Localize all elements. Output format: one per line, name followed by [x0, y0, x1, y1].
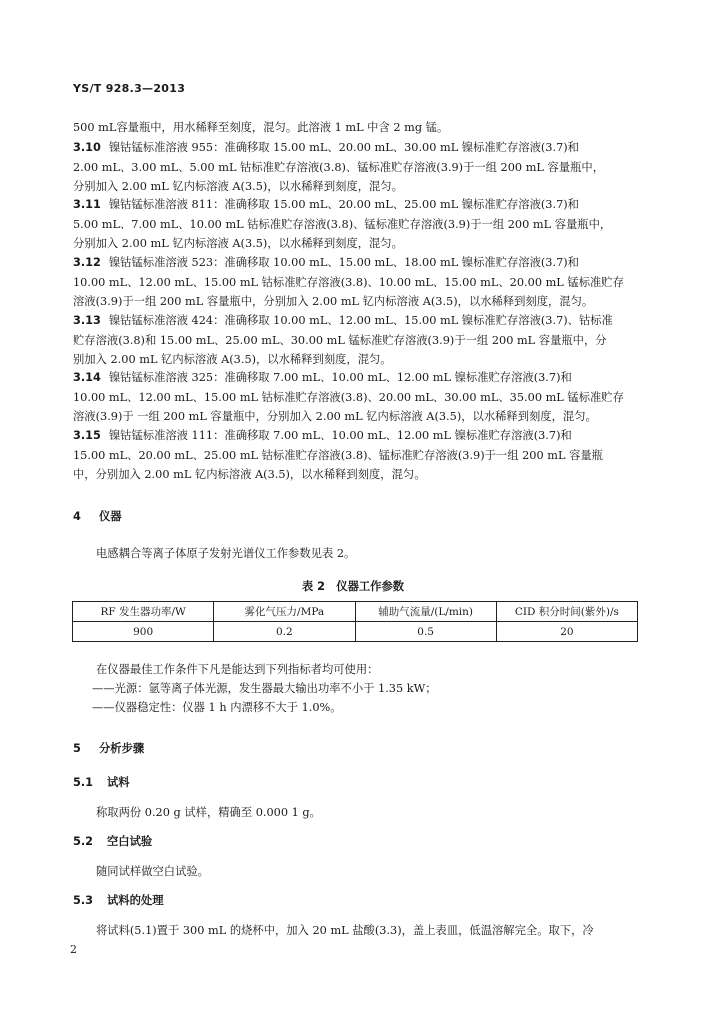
section-4-heading	[73, 508, 122, 524]
list-item-light-source: ——光源：氩等离子体光源，发生器最大输出功率不小于 1.35 kW；	[92, 682, 437, 695]
instrument-parameters-table	[72, 601, 638, 642]
table-cell: 0.2	[214, 622, 355, 642]
text-line: 镍钴锰标准溶液 424：准确移取 10.00 mL、12.00 mL、15.00 mL 镍标准贮存溶液(3.7)、钴标准	[108, 314, 613, 327]
table-cell: 0.5	[355, 622, 496, 642]
subsection-5-3-heading	[73, 892, 164, 908]
subsection-5-1-heading	[73, 774, 130, 790]
clause-number: 3.13	[73, 314, 101, 327]
table-header-cell: RF 发生器功率/W	[73, 602, 214, 622]
clause-number: 3.11	[73, 198, 101, 211]
subsection-title: 试料	[107, 776, 130, 789]
table-cell: 900	[73, 622, 214, 642]
text-line: 贮存溶液(3.8)和 15.00 mL、25.00 mL、30.00 mL 锰标准贮存溶液(3.9)于一组 200 mL 容量瓶中，分	[73, 333, 607, 347]
text-line: 溶液(3.9)于 一组 200 mL 容量瓶中，分别加入 2.00 mL 钇内标溶液 A(3.5)，以水稀释到刻度，混匀。	[73, 410, 597, 424]
paragraph-3-9-tail	[73, 118, 633, 138]
text-line: 溶液(3.9)于一组 200 mL 容量瓶中，分别加入 2.00 mL 钇内标溶液 A(3.5)，以水稀释到刻度，混匀。	[73, 295, 594, 309]
subsection-5-3-text: 将试料(5.1)置于 300 mL 的烧杯中，加入 20 mL 盐酸(3.3)，盖上表皿，低温溶解完全。取下，冷	[96, 924, 594, 937]
paragraph-3-10	[73, 138, 633, 197]
paragraph-3-14	[73, 368, 633, 427]
text-line: 镍钴锰标准溶液 811：准确移取 15.00 mL、20.00 mL、25.00 mL 镍标准贮存溶液(3.7)和	[108, 198, 579, 211]
standard-code-header: YS/T 928.3—2013	[73, 82, 186, 95]
table-header-cell: 雾化气压力/MPa	[214, 602, 355, 622]
text-line: 中，分别加入 2.00 mL 钇内标溶液 A(3.5)，以水稀释到刻度，混匀。	[73, 468, 426, 482]
table-cell: 20	[496, 622, 637, 642]
section-number: 5	[73, 742, 81, 755]
subsection-5-2-text: 随同试样做空白试验。	[96, 865, 209, 878]
text-line: 5.00 mL、7.00 mL、10.00 mL 钴标准贮存溶液(3.8)、锰标准贮存溶液(3.9)于一组 200 mL 容量瓶中，	[73, 217, 612, 231]
clause-number: 3.15	[73, 429, 101, 442]
clause-number: 3.10	[73, 141, 101, 154]
subsection-5-2-heading	[73, 833, 152, 849]
text-line: 10.00 mL、12.00 mL、15.00 mL 钴标准贮存溶液(3.8)、10.00 mL、15.00 mL、20.00 mL 锰标准贮存	[73, 275, 624, 289]
subsection-title: 试料的处理	[107, 894, 164, 907]
paragraph-3-15	[73, 426, 633, 485]
table-row	[73, 622, 638, 642]
text-line: 500 mL容量瓶中，用水稀释至刻度，混匀。此溶液 1 mL 中含 2 mg 锰。	[73, 121, 449, 134]
text-line: 2.00 mL、3.00 mL、5.00 mL 钴标准贮存溶液(3.8)、锰标准贮存溶液(3.9)于一组 200 mL 容量瓶中，	[73, 160, 605, 174]
clause-number: 3.12	[73, 256, 101, 269]
page-number: 2	[70, 943, 77, 956]
text-line: 分别加入 2.00 mL 钇内标溶液 A(3.5)，以水稀释到刻度，混匀。	[73, 180, 403, 194]
text-line: 镍钴锰标准溶液 325：准确移取 7.00 mL、10.00 mL、12.00 mL 镍标准贮存溶液(3.7)和	[108, 371, 572, 384]
text-line: 镍钴锰标准溶液 523：准确移取 10.00 mL、15.00 mL、18.00 mL 镍标准贮存溶液(3.7)和	[108, 256, 579, 269]
text-line: 分别加入 2.00 mL 钇内标溶液 A(3.5)，以水稀释到刻度，混匀。	[73, 237, 403, 251]
section-title: 分析步骤	[99, 742, 145, 755]
text-line: 别加入 2.00 mL 钇内标溶液 A(3.5)，以水稀释到刻度，混匀。	[73, 353, 392, 367]
subsection-number: 5.1	[73, 776, 94, 789]
list-item-stability: ——仪器稳定性：仪器 1 h 内漂移不大于 1.0%。	[92, 701, 342, 714]
text-line: 10.00 mL、12.00 mL、15.00 mL 钴标准贮存溶液(3.8)、20.00 mL、30.00 mL、35.00 mL 锰标准贮存	[73, 390, 624, 404]
text-line: 镍钴锰标准溶液 955：准确移取 15.00 mL、20.00 mL、30.00 mL 镍标准贮存溶液(3.7)和	[108, 141, 579, 154]
section-number: 4	[73, 510, 81, 523]
subsection-number: 5.3	[73, 894, 94, 907]
clause-number: 3.14	[73, 371, 101, 384]
conditions-text	[92, 660, 437, 717]
section-4-intro: 电感耦合等离子体原子发射光谱仪工作参数见表 2。	[96, 547, 356, 560]
section-5-heading	[73, 740, 144, 756]
subsection-title: 空白试验	[107, 835, 153, 848]
paragraph-3-13	[73, 311, 633, 370]
paragraph-3-12	[73, 253, 633, 312]
subsection-5-1-text: 称取两份 0.20 g 试样，精确至 0.000 1 g。	[96, 806, 321, 819]
table-caption: 表 2 仪器工作参数	[301, 580, 405, 593]
table-header-cell: CID 积分时间(紫外)/s	[496, 602, 637, 622]
section-title: 仪器	[99, 510, 122, 523]
paragraph-3-11	[73, 195, 633, 254]
text-line: 镍钴锰标准溶液 111：准确移取 7.00 mL、10.00 mL、12.00 mL 镍标准贮存溶液(3.7)和	[108, 429, 572, 442]
text-line: 15.00 mL、20.00 mL、25.00 mL 钴标准贮存溶液(3.8)、锰标准贮存溶液(3.9)于一组 200 mL 容量瓶	[73, 448, 603, 462]
subsection-number: 5.2	[73, 835, 94, 848]
table-header-cell: 辅助气流量/(L/min)	[355, 602, 496, 622]
text-line: 在仪器最佳工作条件下凡是能达到下列指标者均可使用：	[96, 663, 379, 676]
table-header-row	[73, 602, 638, 622]
